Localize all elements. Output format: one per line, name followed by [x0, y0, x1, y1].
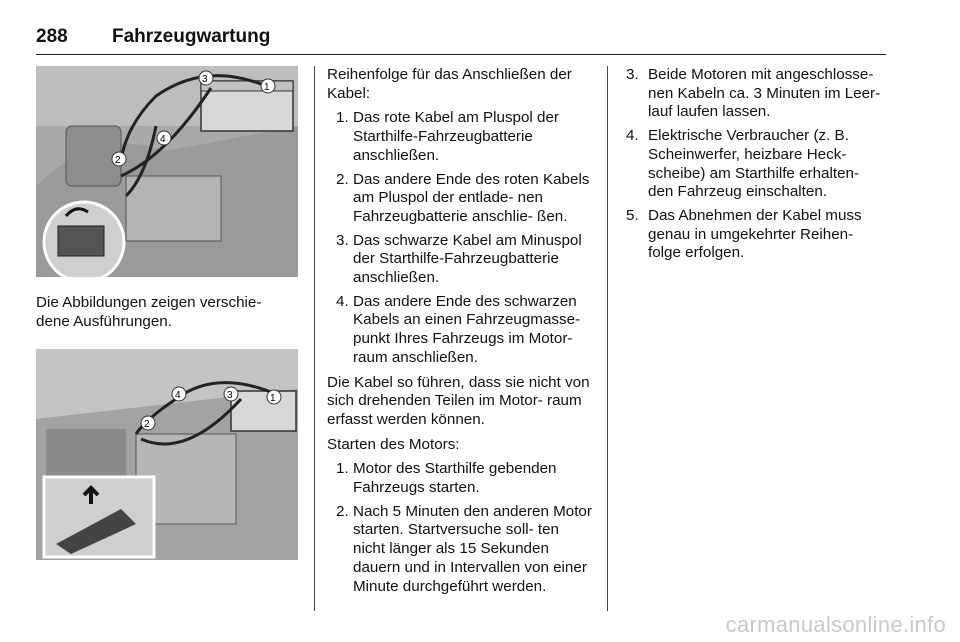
jump-start-illustration-1 — [36, 66, 298, 277]
list-item: 3. Das schwarze Kabel am Minuspol der Starthilfe-Fahrzeugbatterie anschließen. — [336, 231, 582, 287]
page-header — [36, 24, 886, 55]
start-engine-heading: Starten des Motors: — [327, 435, 460, 453]
callout-4: 4 — [175, 390, 181, 402]
list-item: 1. Motor des Starthilfe gebenden Fahrzeugs starten. — [336, 460, 557, 497]
connection-steps — [327, 109, 593, 367]
callout-3: 3 — [227, 390, 233, 402]
callout-1: 1 — [264, 82, 270, 93]
start-steps — [327, 460, 593, 596]
right-column — [626, 66, 888, 269]
engine-bay-illustration-2 — [36, 349, 298, 560]
engine-bay-illustration-1 — [36, 66, 298, 277]
list-item: 4. Elektrische Verbraucher (z. B. Scheinwerfer, heizbare Heck- scheibe) am Starthilfe erhalten- den Fahrzeug einschalten. — [626, 127, 860, 201]
callout-2: 2 — [115, 155, 121, 166]
callout-1: 1 — [270, 393, 276, 405]
page-number: 288 — [36, 26, 68, 47]
watermark: carmanualsonline.info — [725, 612, 946, 637]
connection-intro: Reihenfolge für das Anschließen der Kabel: — [327, 66, 572, 102]
column-divider-1 — [314, 66, 315, 611]
list-item: 2. Das andere Ende des roten Kabels am Pluspol der entlade- nen Fahrzeugbatterie anschlie- ßen. — [336, 170, 590, 225]
list-item: 2. Nach 5 Minuten den anderen Motor starten. Startversuche soll- ten nicht länger als 15 Sekunden dauern und in Intervallen von einer Minute durchgeführt werden. — [336, 502, 592, 595]
list-item: 1. Das rote Kabel am Pluspol der Starthilfe-Fahrzeugbatterie anschließen. — [336, 109, 559, 164]
continued-steps — [626, 66, 888, 263]
list-item: 3. Beide Motoren mit angeschlosse- nen Kabeln ca. 3 Minuten im Leer- lauf laufen lassen. — [626, 66, 881, 121]
column-divider-2 — [607, 66, 608, 611]
figure-caption: Die Abbildungen zeigen verschie- dene Ausführungen. — [36, 294, 262, 330]
callout-2: 2 — [144, 419, 150, 431]
jump-start-illustration-2 — [36, 349, 298, 560]
list-item: 4. Das andere Ende des schwarzen Kabels an einen Fahrzeugmasse- punkt Ihres Fahrzeugs im Motor- raum anschließen. — [336, 292, 581, 366]
callout-4: 4 — [160, 134, 166, 145]
middle-column — [327, 66, 593, 602]
cable-routing-note: Die Kabel so führen, dass sie nicht von sich drehenden Teilen im Motor- raum erfasst werden können. — [327, 373, 590, 428]
callout-3: 3 — [202, 74, 208, 85]
left-column — [36, 66, 298, 560]
page-title: Fahrzeugwartung — [112, 26, 271, 47]
list-item: 5. Das Abnehmen der Kabel muss genau in umgekehrter Reihen- folge erfolgen. — [626, 206, 862, 262]
